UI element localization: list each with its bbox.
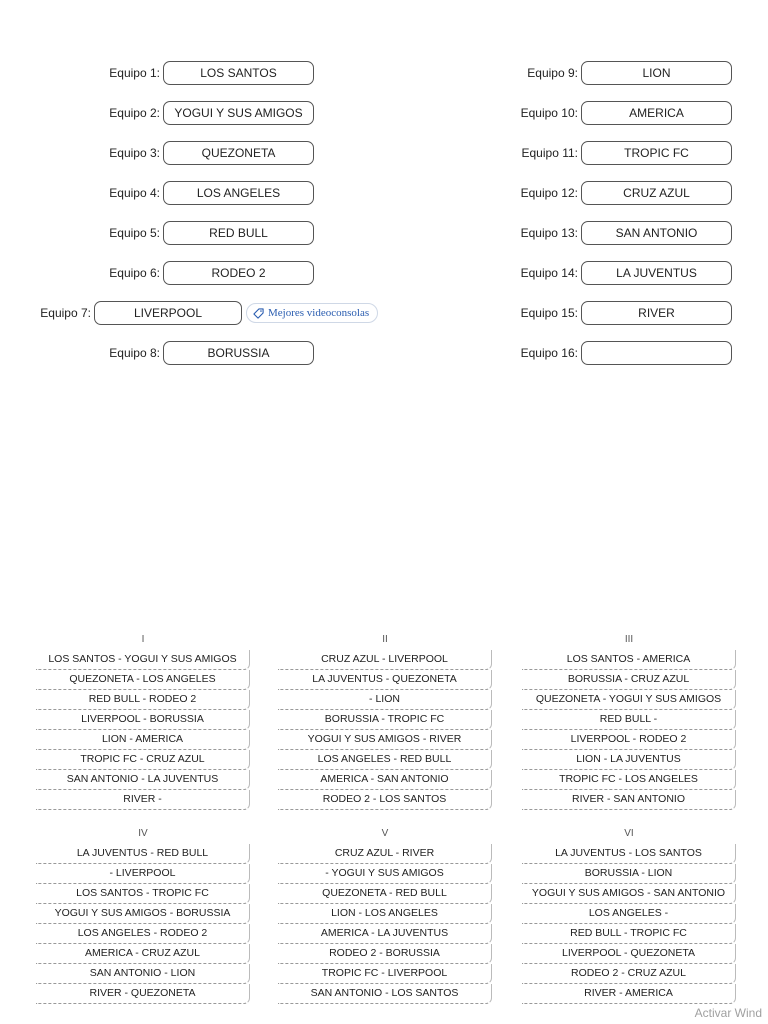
team-name-input[interactable] — [581, 341, 732, 365]
team-row-right-6 — [521, 261, 732, 285]
match-row: BORUSSIA - TROPIC FC — [278, 710, 492, 730]
team-name-input[interactable] — [581, 301, 732, 325]
team-row-left-3 — [109, 141, 314, 165]
match-row: - YOGUI Y SUS AMIGOS — [278, 864, 492, 884]
match-row: LION - LA JUVENTUS — [522, 750, 736, 770]
team-row-left-6 — [109, 261, 314, 285]
team-label: Equipo 13: — [520, 226, 578, 240]
match-row: LIVERPOOL - QUEZONETA — [522, 944, 736, 964]
match-row: LA JUVENTUS - QUEZONETA — [278, 670, 492, 690]
team-name-input[interactable] — [581, 261, 732, 285]
team-name-input[interactable] — [163, 61, 314, 85]
round-6 — [522, 826, 736, 1004]
round-title: II — [382, 634, 388, 645]
match-row: CRUZ AZUL - LIVERPOOL — [278, 650, 492, 670]
match-row: AMERICA - LA JUVENTUS — [278, 924, 492, 944]
match-row: QUEZONETA - YOGUI Y SUS AMIGOS — [522, 690, 736, 710]
match-row: RED BULL - TROPIC FC — [522, 924, 736, 944]
match-row: SAN ANTONIO - LA JUVENTUS — [36, 770, 250, 790]
team-label: Equipo 16: — [520, 346, 578, 360]
round-title: V — [381, 828, 389, 839]
team-label: Equipo 8: — [109, 346, 160, 360]
match-row: LOS SANTOS - TROPIC FC — [36, 884, 250, 904]
match-row: YOGUI Y SUS AMIGOS - BORUSSIA — [36, 904, 250, 924]
match-row: RIVER - AMERICA — [522, 984, 736, 1004]
match-row: CRUZ AZUL - RIVER — [278, 844, 492, 864]
match-row: - LIVERPOOL — [36, 864, 250, 884]
team-row-right-3 — [522, 141, 733, 165]
team-name-input[interactable] — [163, 341, 314, 365]
match-row: RIVER - SAN ANTONIO — [522, 790, 736, 810]
team-label: Equipo 1: — [109, 66, 160, 80]
match-row: - LION — [278, 690, 492, 710]
team-row-left-4 — [109, 181, 314, 205]
team-row-left-8 — [109, 341, 314, 365]
match-row: LIVERPOOL - BORUSSIA — [36, 710, 250, 730]
match-row: TROPIC FC - LOS ANGELES — [522, 770, 736, 790]
match-row: QUEZONETA - RED BULL — [278, 884, 492, 904]
match-row: TROPIC FC - CRUZ AZUL — [36, 750, 250, 770]
match-row: SAN ANTONIO - LOS SANTOS — [278, 984, 492, 1004]
match-row: RODEO 2 - BORUSSIA — [278, 944, 492, 964]
team-label: Equipo 7: — [40, 306, 91, 320]
team-label: Equipo 5: — [109, 226, 160, 240]
team-row-left-1 — [109, 61, 314, 85]
team-name-input[interactable] — [163, 221, 314, 245]
round-1 — [36, 632, 250, 810]
match-row: LOS ANGELES - — [522, 904, 736, 924]
team-name-input[interactable] — [581, 221, 732, 245]
match-row: BORUSSIA - CRUZ AZUL — [522, 670, 736, 690]
match-row: LION - AMERICA — [36, 730, 250, 750]
round-4 — [36, 826, 250, 1004]
team-label: Equipo 14: — [520, 266, 578, 280]
match-row: LA JUVENTUS - LOS SANTOS — [522, 844, 736, 864]
team-label: Equipo 6: — [109, 266, 160, 280]
match-row: BORUSSIA - LION — [522, 864, 736, 884]
match-row: RED BULL - RODEO 2 — [36, 690, 250, 710]
team-label: Equipo 11: — [521, 146, 578, 160]
team-name-input[interactable] — [163, 261, 314, 285]
team-label: Equipo 15: — [520, 306, 578, 320]
ad-link-videoconsolas[interactable] — [246, 303, 378, 323]
tag-icon — [253, 308, 264, 319]
team-row-left-7 — [40, 301, 242, 325]
match-row: LA JUVENTUS - RED BULL — [36, 844, 250, 864]
team-row-right-1 — [527, 61, 732, 85]
round-title: I — [141, 634, 145, 645]
match-row: RODEO 2 - LOS SANTOS — [278, 790, 492, 810]
team-name-input[interactable] — [94, 301, 242, 325]
team-name-input[interactable] — [163, 101, 314, 125]
team-row-right-4 — [521, 181, 732, 205]
team-row-right-2 — [521, 101, 732, 125]
team-label: Equipo 10: — [520, 106, 578, 120]
match-row: LOS ANGELES - RODEO 2 — [36, 924, 250, 944]
match-row: YOGUI Y SUS AMIGOS - RIVER — [278, 730, 492, 750]
match-row: RED BULL - — [522, 710, 736, 730]
team-label: Equipo 4: — [109, 186, 160, 200]
match-row: LOS SANTOS - YOGUI Y SUS AMIGOS — [36, 650, 250, 670]
team-row-right-5 — [521, 221, 732, 245]
team-label: Equipo 2: — [109, 106, 160, 120]
team-name-input[interactable] — [581, 61, 732, 85]
team-row-left-5 — [109, 221, 314, 245]
match-row: AMERICA - CRUZ AZUL — [36, 944, 250, 964]
round-title: VI — [624, 828, 634, 839]
team-name-input[interactable] — [581, 101, 732, 125]
match-row: LIVERPOOL - RODEO 2 — [522, 730, 736, 750]
round-title: III — [624, 634, 634, 645]
round-title: IV — [138, 828, 148, 839]
match-row: SAN ANTONIO - LION — [36, 964, 250, 984]
team-name-input[interactable] — [581, 181, 732, 205]
match-row: LOS SANTOS - AMERICA — [522, 650, 736, 670]
match-row: LOS ANGELES - RED BULL — [278, 750, 492, 770]
match-row: RIVER - — [36, 790, 250, 810]
match-row: LION - LOS ANGELES — [278, 904, 492, 924]
ad-link-label: Mejores videoconsolas — [268, 307, 370, 319]
round-5 — [278, 826, 492, 1004]
match-row: TROPIC FC - LIVERPOOL — [278, 964, 492, 984]
match-row: YOGUI Y SUS AMIGOS - SAN ANTONIO — [522, 884, 736, 904]
team-label: Equipo 9: — [527, 66, 578, 80]
team-name-input[interactable] — [581, 141, 732, 165]
match-row: QUEZONETA - LOS ANGELES — [36, 670, 250, 690]
match-row: RIVER - QUEZONETA — [36, 984, 250, 1004]
team-row-right-8 — [521, 341, 732, 365]
match-row: AMERICA - SAN ANTONIO — [278, 770, 492, 790]
team-name-input[interactable] — [163, 181, 314, 205]
round-2 — [278, 632, 492, 810]
team-label: Equipo 12: — [520, 186, 578, 200]
activation-watermark: Activar Wind — [694, 1006, 762, 1020]
match-row: RODEO 2 - CRUZ AZUL — [522, 964, 736, 984]
team-row-left-2 — [109, 101, 314, 125]
team-name-input[interactable] — [163, 141, 314, 165]
round-3 — [522, 632, 736, 810]
team-label: Equipo 3: — [109, 146, 160, 160]
team-row-right-7 — [521, 301, 732, 325]
